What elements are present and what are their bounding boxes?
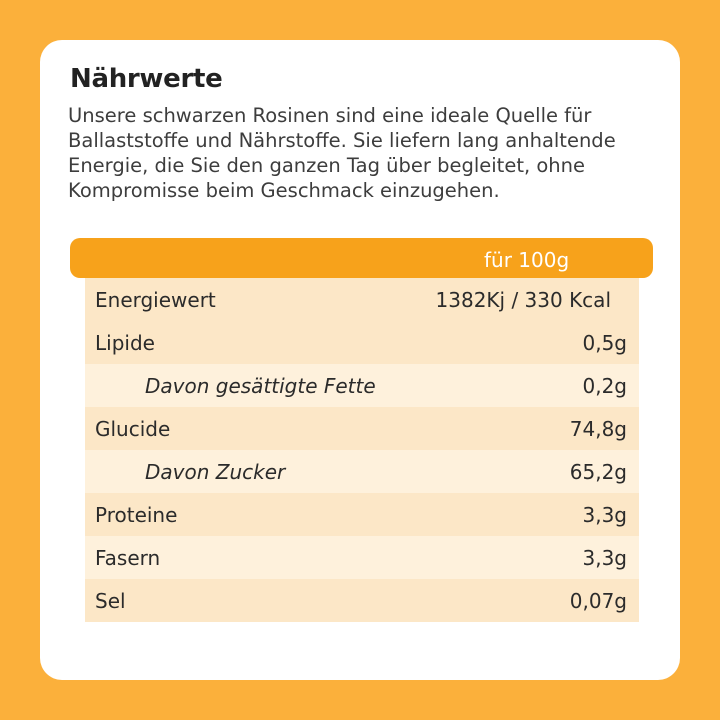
row-label: Fasern	[95, 546, 161, 570]
row-label: Lipide	[95, 331, 155, 355]
table-row	[85, 321, 639, 364]
row-label: Energiewert	[95, 288, 216, 312]
row-value: 0,2g	[582, 374, 627, 398]
description-text: Unsere schwarzen Rosinen sind eine ideale Quelle für Ballaststoffe und Nährstoffe. Sie liefern lang anhaltende Energie, die Sie den ganzen Tag über begleitet, ohne Kompromisse beim Geschmack einzugehen.	[68, 104, 616, 202]
row-value: 74,8g	[569, 417, 627, 441]
nutrition-card	[40, 40, 680, 680]
page-title: Nährwerte	[70, 64, 223, 94]
table-row	[85, 450, 639, 493]
table-row	[85, 407, 639, 450]
row-label: Glucide	[95, 417, 171, 441]
table-header-label: für 100g	[484, 248, 570, 272]
row-value: 0,5g	[582, 331, 627, 355]
row-value: 0,07g	[569, 589, 627, 613]
row-label: Proteine	[95, 503, 178, 527]
row-value: 3,3g	[582, 546, 627, 570]
table-row	[85, 493, 639, 536]
table-row	[85, 536, 639, 579]
table-row	[85, 579, 639, 622]
nutrition-table	[85, 278, 639, 622]
row-value: 1382Kj / 330 Kcal	[435, 288, 611, 312]
row-value: 65,2g	[569, 460, 627, 484]
row-label: Davon gesättigte Fette	[145, 374, 376, 398]
table-row	[85, 278, 639, 321]
row-label: Davon Zucker	[145, 460, 286, 484]
table-row	[85, 364, 639, 407]
row-label: Sel	[95, 589, 126, 613]
row-value: 3,3g	[582, 503, 627, 527]
